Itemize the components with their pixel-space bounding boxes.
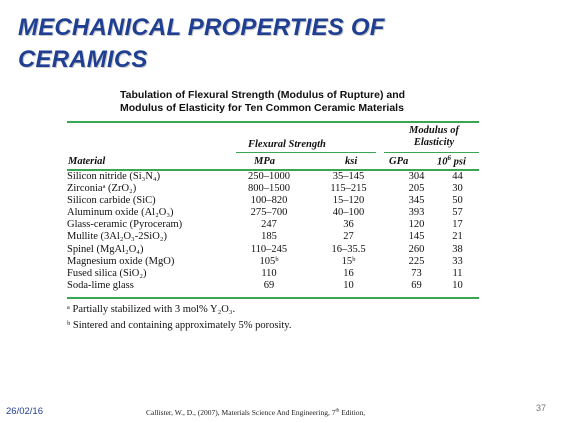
cell-psi: 30 — [452, 183, 463, 195]
table-row — [67, 207, 479, 219]
cell-ksi: 16–35.5 — [331, 243, 366, 255]
cell-psi: 50 — [452, 195, 463, 207]
cell-mpa: 110 — [261, 267, 277, 279]
psi-base: 10 — [437, 156, 448, 168]
flexural-strength-header: Flexural Strength — [248, 139, 326, 150]
cell-mpa: 69 — [263, 279, 275, 291]
cell-mpa: 247 — [261, 219, 277, 231]
table-row — [67, 219, 479, 231]
cell-material: Spinel (MgAl₂O₄) — [67, 243, 144, 255]
cell-ksi: 15ᵇ — [341, 255, 356, 267]
footnote-a: ᵃ Partially stabilized with 3 mol% Y₂O₃. — [67, 304, 236, 315]
cell-gpa: 393 — [408, 207, 425, 219]
cell-material: Aluminum oxide (Al₂O₃) — [67, 207, 174, 219]
column-header-gpa: GPa — [389, 156, 409, 167]
cell-psi: 10 — [452, 279, 463, 291]
cell-gpa: 205 — [408, 183, 425, 195]
cell-gpa: 225 — [408, 255, 425, 267]
cell-mpa: 100–820 — [250, 195, 288, 207]
cell-mpa: 110–245 — [250, 243, 288, 255]
table-row — [67, 231, 479, 243]
cell-gpa: 260 — [408, 243, 425, 255]
cell-ksi: 40–100 — [332, 207, 365, 219]
table-row — [67, 171, 479, 183]
cell-mpa: 185 — [261, 231, 277, 243]
slide-title — [18, 12, 538, 76]
cell-mpa: 105ᵇ — [259, 255, 279, 267]
modulus-elasticity-underline — [384, 152, 479, 153]
footnote-b: ᵇ Sintered and containing approximately 5% porosity. — [67, 320, 292, 331]
column-header-material: Material — [68, 156, 106, 167]
column-header-psi — [437, 154, 466, 168]
cell-ksi: 115–215 — [330, 183, 367, 195]
psi-unit: psi — [451, 156, 466, 168]
citation-sup: th — [335, 408, 340, 414]
table-row — [67, 256, 479, 268]
cell-gpa: 69 — [411, 279, 422, 291]
cell-material: Fused silica (SiO₂) — [67, 267, 147, 279]
cell-psi: 11 — [452, 267, 463, 279]
cell-mpa: 275–700 — [250, 207, 288, 219]
table-body — [67, 171, 479, 292]
modulus-header-line1: Modulus of — [409, 125, 459, 136]
cell-mpa: 800–1500 — [248, 183, 290, 195]
cell-gpa: 304 — [408, 171, 425, 182]
flexural-strength-underline — [236, 152, 376, 153]
slide-title-line1: MECHANICAL PROPERTIES OF — [18, 14, 385, 41]
slide-date: 26/02/16 — [6, 406, 43, 417]
table-row — [67, 268, 479, 280]
cell-ksi: 15–120 — [332, 195, 365, 207]
modulus-header-line2: Elasticity — [413, 137, 455, 148]
cell-material: Mullite (3Al₂O₃-2SiO₂) — [67, 231, 167, 243]
psi-exponent: 6 — [447, 154, 451, 162]
cell-material: Zirconiaᵃ (ZrO₂) — [67, 183, 137, 195]
cell-material: Glass-ceramic (Pyroceram) — [67, 219, 183, 231]
cell-mpa: 250–1000 — [248, 171, 290, 182]
cell-ksi: 27 — [343, 231, 354, 243]
cell-gpa: 73 — [411, 267, 422, 279]
table-caption — [120, 89, 480, 115]
cell-psi: 33 — [452, 255, 463, 267]
table-row — [67, 183, 479, 195]
table-bottom-rule — [67, 297, 479, 299]
cell-ksi: 35–145 — [332, 171, 365, 182]
cell-gpa: 120 — [408, 219, 425, 231]
page-number: 37 — [536, 403, 547, 413]
column-header-mpa: MPa — [254, 156, 275, 167]
cell-psi: 17 — [452, 219, 463, 231]
cell-ksi: 10 — [343, 279, 354, 291]
cell-gpa: 345 — [408, 195, 425, 207]
table-row — [67, 244, 479, 256]
cell-ksi: 16 — [343, 267, 354, 279]
citation-main: Callister, W., D., (2007), Materials Science And Engineering, 7 — [146, 408, 336, 417]
cell-ksi: 36 — [343, 219, 354, 231]
cell-gpa: 145 — [408, 231, 425, 243]
cell-psi: 38 — [452, 243, 463, 255]
cell-material: Soda-lime glass — [67, 279, 134, 291]
table-caption-line2: Modulus of Elasticity for Ten Common Ceramic Materials — [120, 102, 404, 114]
ceramic-properties-table — [67, 171, 479, 292]
slide-title-line2: CERAMICS — [18, 46, 148, 73]
cell-psi: 57 — [452, 207, 463, 219]
table-row — [67, 280, 479, 292]
table-row — [67, 195, 479, 207]
cell-psi: 21 — [452, 231, 463, 243]
column-header-ksi: ksi — [345, 156, 358, 167]
table-caption-line1: Tabulation of Flexural Strength (Modulus of Rupture) and — [120, 89, 406, 101]
cell-psi: 44 — [452, 171, 463, 182]
cell-material: Silicon carbide (SiC) — [67, 195, 156, 207]
cell-material: Silicon nitride (Si₃N₄) — [67, 171, 161, 182]
modulus-elasticity-header — [394, 125, 474, 149]
citation-tail: Edition, — [339, 408, 366, 417]
cell-material: Magnesium oxide (MgO) — [67, 255, 175, 267]
citation — [146, 408, 365, 417]
table-top-rule — [67, 121, 479, 123]
